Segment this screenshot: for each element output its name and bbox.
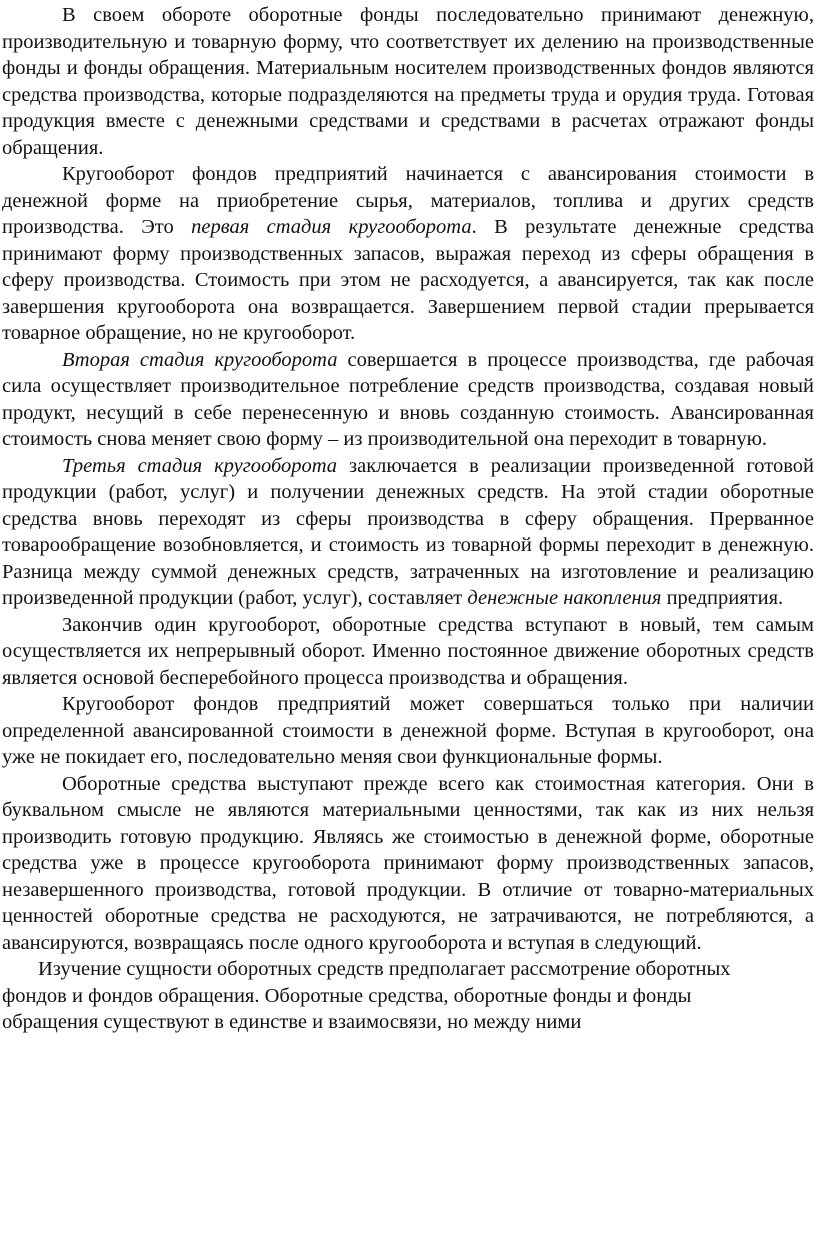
text-run: совершается в процессе производства, где рабочая сила осуществляет производительное потребление средств производства, создавая новый продукт, несущий в себе перенесенную и вновь созданную стоимость. Авансированная стоимость снова меняет свою форму – из производительной она переходит в товарную. [2, 348, 814, 450]
paragraph-5 [2, 612, 814, 692]
text-run: предприятия. [661, 587, 784, 609]
text-run: В своем обороте оборотные фонды последовательно принимают денежную, производительную и товарную форму, что соответствует их делению на производственные фонды и фонды обращения. Материальным носителем производственных фондов являются средства производства, которые подразделяются на предметы труда и орудия труда. Готовая продукция вместе с денежными средствами и средствами в расчетах отражают фонды обращения. [2, 4, 814, 159]
paragraph-2 [2, 161, 814, 347]
italic-term: денежные накопления [467, 587, 662, 609]
text-run: Кругооборот фондов предприятий может совершаться только при наличии определенной авансированной стоимости в денежной форме. Вступая в кругооборот, она уже не покидает его, последовательно меняя свои функциональные формы. [2, 693, 814, 768]
text-run: Кругооборот фондов предприятий начинается с авансирования стоимости в денежной форме на приобретение сырья, материалов, топлива и других средств производства. Это [2, 163, 814, 238]
paragraph-3 [2, 347, 814, 453]
text-run: Оборотные средства выступают прежде всего как стоимостная категория. Они в буквальном смысле не являются материальными ценностями, так как из них нельзя производить готовую продукцию. Являясь же стоимостью в денежной форме, оборотные средства уже в процессе кругооборота принимают форму производственных запасов, незавершенного производства, готовой продукции. В отличие от товарно-материальных ценностей оборотные средства не расходуются, не затрачиваются, не потребляются, а авансируются, возвращаясь после одного кругооборота и вступая в следующий. [2, 772, 814, 954]
paragraph-6 [2, 691, 814, 771]
text-run: Изучение сущности оборотных средств предполагает рассмотрение оборотных фондов и фондов обращения. Оборотные средства, оборотные фонды и фонды обращения существуют в единстве и взаимосвязи, но между ними [2, 958, 731, 1033]
text-run: . В результате денежные средства принимают форму производственных запасов, выражая переход из сферы обращения в сферу производства. Стоимость при этом не расходуется, а авансируется, так как после завершения кругооборота она возвращается. Завершением первой стадии прерывается товарное обращение, но не кругооборот. [2, 216, 814, 344]
paragraph-8 [2, 956, 814, 1036]
italic-term: Вторая стадия кругооборота [62, 348, 338, 371]
italic-term: первая стадия кругооборота [191, 216, 472, 238]
italic-term: Третья стадия кругооборота [62, 454, 338, 477]
paragraph-7 [2, 771, 814, 957]
text-run: Закончив один кругооборот, оборотные средства вступают в новый, тем самым осуществляется их непрерывный оборот. Именно постоянное движение оборотных средств является основой бесперебойного процесса производства и обращения. [2, 613, 814, 689]
paragraph-4 [2, 453, 814, 612]
paragraph-1 [2, 2, 814, 161]
text-run: заключается в реализации произведенной готовой продукции (работ, услуг) и получении денежных средств. На этой стадии оборотные средства вновь переходят из сферы производства в сферу обращения. Прерванное товарообращение возобновляется, и стоимость из товарной формы переходит в денежную. Разница между суммой денежных средств, затраченных на изготовление и реализацию произведенной продукции (работ, услуг), составляет [2, 454, 814, 609]
